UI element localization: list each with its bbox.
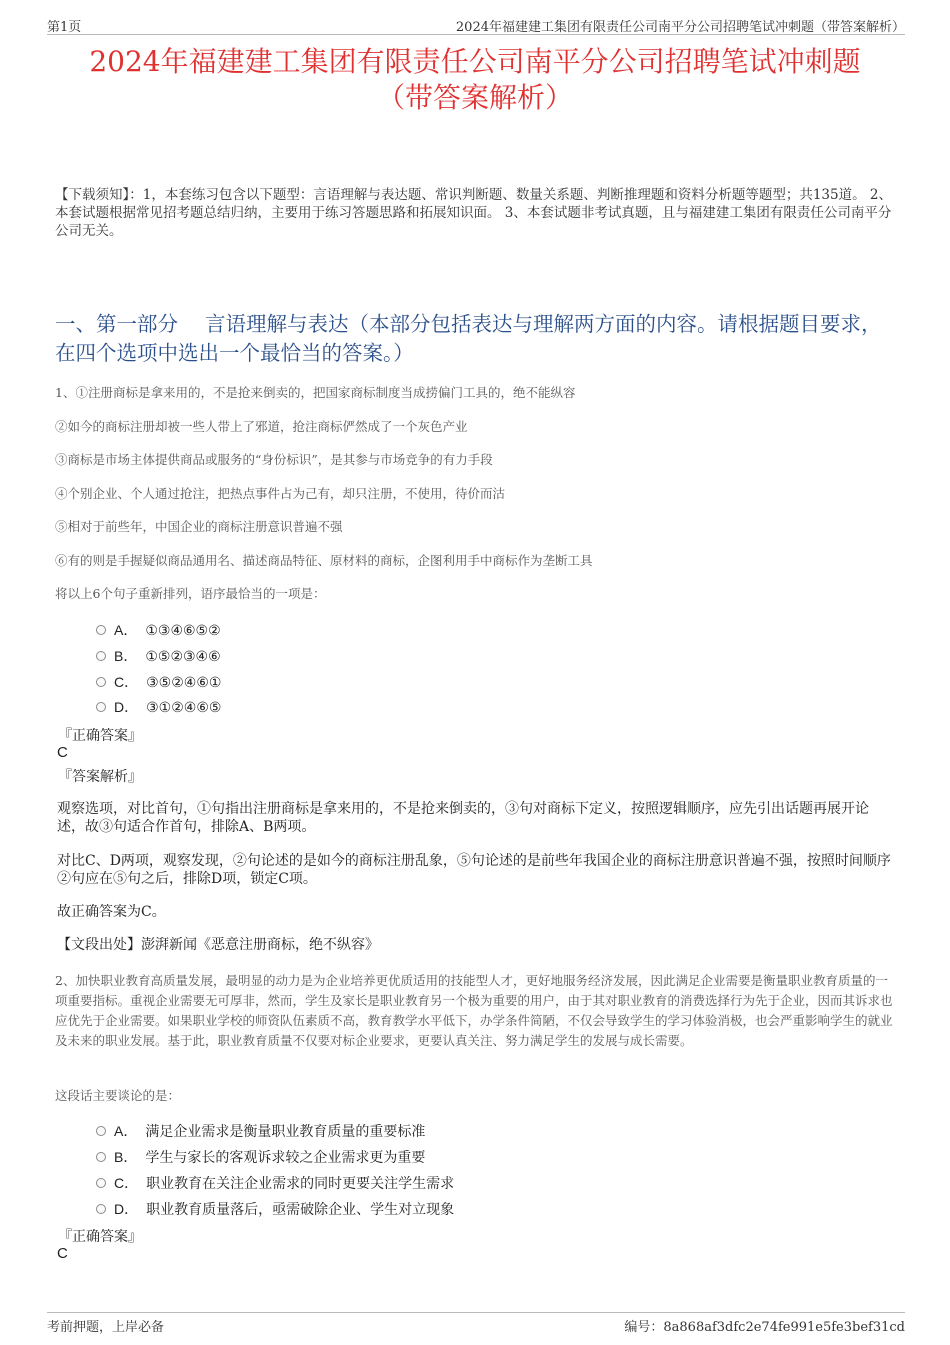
q1-analysis-2: 对比C、D两项，观察发现，②句论述的是如今的商标注册乱象，⑤句论述的是前些年我国企业的商标注册意识普遍不强，按照时间顺序②句应在⑤句之后，排除D项，锁定C项。 — [57, 853, 891, 887]
radio-icon[interactable] — [96, 1152, 106, 1162]
page-footer — [47, 1312, 905, 1337]
radio-icon[interactable] — [96, 1178, 106, 1188]
q1-source: 【文段出处】澎湃新闻《恶意注册商标，绝不纵容》 — [57, 937, 379, 953]
footer-code: 编号：8a868af3dfc2e74fe991e5fe3bef31cd — [624, 1320, 905, 1335]
q1-sentence-2: ②如今的商标注册却被一些人带上了邪道，抢注商标俨然成了一个灰色产业 — [55, 419, 468, 434]
title-line-1: 2024年福建建工集团有限责任公司南平分公司招聘笔试冲刺题 — [89, 45, 861, 78]
q1-answer-label: 『正确答案』 — [58, 728, 142, 744]
q1-sentence-6: ⑥有的则是手握疑似商品通用名、描述商品特征、原材料的商标，企图利用手中商标作为垄断工具 — [55, 553, 593, 568]
q2-prompt: 这段话主要谈论的是： — [55, 1088, 181, 1103]
radio-icon[interactable] — [96, 1126, 106, 1136]
q1-sentence-4: ④个别企业、个人通过抢注，把热点事件占为己有，却只注册，不使用，待价而沽 — [55, 486, 506, 501]
q2-option-c[interactable]: C． 职业教育在关注企业需求的同时更要关注学生需求 — [96, 1173, 454, 1193]
page-header — [47, 14, 905, 35]
q1-analysis-label: 『答案解析』 — [58, 769, 142, 785]
q1-sentence-3: ③商标是市场主体提供商品或服务的“身份标识”，是其参与市场竞争的有力手段 — [55, 452, 493, 467]
footer-slogan: 考前押题，上岸必备 — [47, 1320, 165, 1335]
radio-icon[interactable] — [96, 651, 106, 661]
radio-icon[interactable] — [96, 625, 106, 635]
radio-icon[interactable] — [96, 677, 106, 687]
q1-option-d[interactable]: D． ③①②④⑥⑤ — [96, 697, 221, 717]
q1-analysis-1: 观察选项，对比首句，①句指出注册商标是拿来用的，不是抢来倒卖的，③句对商标下定义，按照逻辑顺序，应先引出话题再展开论述，故③句适合作首句，排除A、B两项。 — [57, 801, 869, 835]
title-line-2: （带答案解析） — [376, 81, 573, 114]
q1-analysis-3: 故正确答案为C。 — [57, 904, 166, 920]
download-notice: 【下载须知】：1，本套练习包含以下题型：言语理解与表达题、常识判断题、数量关系题、判断推理题和资料分析题等题型；共135道。 2、本套试题根据常见招考题总结归纳，主要用于练习答题思路和拓展知识面。 3、本套试题非考试真题，且与福建建工集团有限责任公司南平分公司无关。 — [55, 187, 892, 239]
q2-option-a[interactable]: A． 满足企业需求是衡量职业教育质量的重要标准 — [96, 1121, 425, 1141]
radio-icon[interactable] — [96, 702, 106, 712]
header-doc-title: 2024年福建建工集团有限责任公司南平分公司招聘笔试冲刺题（带答案解析） — [455, 20, 905, 35]
q1-option-c[interactable]: C． ③⑤②④⑥① — [96, 672, 221, 692]
q1-sentence-5: ⑤相对于前些年，中国企业的商标注册意识普遍不强 — [55, 519, 343, 534]
q1-sentence-1: 1、①注册商标是拿来用的，不是抢来倒卖的，把国家商标制度当成捞偏门工具的，绝不能纵容 — [55, 385, 576, 400]
q1-option-b[interactable]: B． ①⑤②③④⑥ — [96, 646, 221, 666]
q1-prompt: 将以上6个句子重新排列，语序最恰当的一项是： — [55, 586, 326, 601]
q2-answer-label: 『正确答案』 — [58, 1229, 142, 1245]
q2-stem: 2、加快职业教育高质量发展，最明显的动力是为企业培养更优质适用的技能型人才，更好地服务经济发展，因此满足企业需要是衡量职业教育质量的一项重要指标。重视企业需要无可厚非，然而，学生及家长是职业教育另一个极为重要的用户，由于其对职业教育的消费选择行为先于企业，因而其诉求也应优先于企业需要。如果职业学校的师资队伍素质不高，教育教学水平低下，办学条件简陋，不仅会导致学生的学习体验消极，也会严重影响学生的就业及未来的职业发展。基于此，职业教育质量不仅要对标企业要求，更要认真关注、努力满足学生的发展与成长需要。 — [55, 973, 893, 1048]
q1-option-a[interactable]: A． ①③④⑥⑤② — [96, 620, 221, 640]
q2-option-d[interactable]: D． 职业教育质量落后，亟需破除企业、学生对立现象 — [96, 1199, 454, 1219]
page-number: 第1页 — [47, 20, 82, 35]
q1-answer: C — [57, 744, 68, 761]
section-heading: 一、第一部分 言语理解与表达（本部分包括表达与理解两方面的内容。请根据题目要求，在四个选项中选出一个最恰当的答案。） — [55, 312, 882, 365]
radio-icon[interactable] — [96, 1204, 106, 1214]
document-title — [30, 44, 920, 116]
q2-answer: C — [57, 1245, 68, 1262]
q2-option-b[interactable]: B． 学生与家长的客观诉求较之企业需求更为重要 — [96, 1147, 425, 1167]
